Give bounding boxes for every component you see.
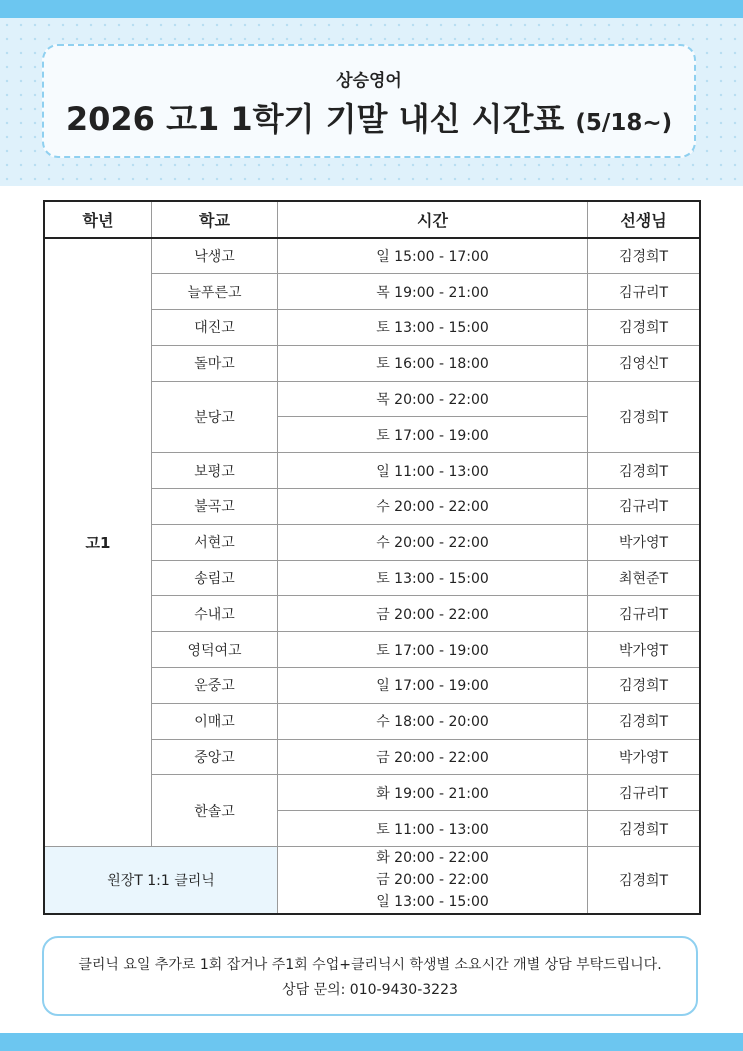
school-cell: 한솔고 (152, 775, 278, 847)
clinic-time: 금 20:00 - 22:00 (376, 872, 489, 889)
schedule-table (44, 201, 700, 914)
bottom-stripe (0, 1033, 743, 1051)
clinic-label: 원장T 1:1 클리닉 (45, 847, 278, 914)
clinic-teacher: 김경희T (588, 847, 700, 914)
clinic-row (45, 847, 700, 914)
school-cell: 송림고 (152, 560, 278, 596)
teacher-cell: 김규리T (588, 489, 700, 525)
page-title (44, 94, 694, 140)
table-header-row (45, 202, 700, 239)
time-cell: 일 17:00 - 19:00 (278, 668, 588, 704)
clinic-time: 화 20:00 - 22:00 (376, 850, 489, 867)
grade-cell: 고1 (45, 238, 152, 847)
school-cell: 서현고 (152, 524, 278, 560)
column-header-teacher: 선생님 (588, 202, 700, 239)
time-cell: 일 15:00 - 17:00 (278, 238, 588, 274)
school-cell: 늘푸른고 (152, 274, 278, 310)
time-cell: 토 13:00 - 15:00 (278, 560, 588, 596)
school-cell: 중앙고 (152, 739, 278, 775)
teacher-cell: 박가영T (588, 739, 700, 775)
time-cell: 수 20:00 - 22:00 (278, 489, 588, 525)
column-header-grade: 학년 (45, 202, 152, 239)
teacher-cell: 김영신T (588, 345, 700, 381)
top-stripe (0, 0, 743, 18)
teacher-cell: 김경희T (588, 381, 700, 453)
clinic-times (278, 847, 588, 914)
teacher-cell: 김경희T (588, 310, 700, 346)
time-cell: 토 11:00 - 13:00 (278, 811, 588, 847)
time-cell: 목 20:00 - 22:00 (278, 381, 588, 417)
time-cell: 토 13:00 - 15:00 (278, 310, 588, 346)
time-cell: 금 20:00 - 22:00 (278, 596, 588, 632)
teacher-cell: 김경희T (588, 668, 700, 704)
teacher-cell: 박가영T (588, 524, 700, 560)
school-cell: 대진고 (152, 310, 278, 346)
time-cell: 목 19:00 - 21:00 (278, 274, 588, 310)
school-cell: 돌마고 (152, 345, 278, 381)
column-header-time: 시간 (278, 202, 588, 239)
notice-text: 클리닉 요일 추가로 1회 잡거나 주1회 수업+클리닉시 학생별 소요시간 개별 상담 부탁드립니다. (78, 957, 662, 973)
teacher-cell: 김경희T (588, 453, 700, 489)
teacher-cell: 김경희T (588, 811, 700, 847)
school-cell: 낙생고 (152, 238, 278, 274)
time-cell: 토 16:00 - 18:00 (278, 345, 588, 381)
teacher-cell: 김경희T (588, 238, 700, 274)
time-cell: 금 20:00 - 22:00 (278, 739, 588, 775)
school-cell: 불곡고 (152, 489, 278, 525)
contact-text: 상담 문의: 010-9430-3223 (282, 982, 458, 998)
teacher-cell: 김규리T (588, 775, 700, 811)
school-cell: 분당고 (152, 381, 278, 453)
school-cell: 이매고 (152, 703, 278, 739)
academy-name: 상승영어 (336, 71, 402, 91)
title-main: 2026 고1 1학기 기말 내신 시간표 (65, 100, 565, 138)
column-header-school: 학교 (152, 202, 278, 239)
time-cell: 일 11:00 - 13:00 (278, 453, 588, 489)
title-card (42, 44, 696, 158)
teacher-cell: 최현준T (588, 560, 700, 596)
school-cell: 보평고 (152, 453, 278, 489)
clinic-time: 일 13:00 - 15:00 (376, 894, 489, 911)
school-cell: 운중고 (152, 668, 278, 704)
time-cell: 토 17:00 - 19:00 (278, 632, 588, 668)
notice-box (42, 936, 698, 1016)
title-date: (5/18~) (575, 110, 673, 136)
teacher-cell: 김규리T (588, 596, 700, 632)
time-cell: 수 18:00 - 20:00 (278, 703, 588, 739)
teacher-cell: 박가영T (588, 632, 700, 668)
time-cell: 토 17:00 - 19:00 (278, 417, 588, 453)
teacher-cell: 김경희T (588, 703, 700, 739)
table-row (45, 238, 700, 274)
time-cell: 화 19:00 - 21:00 (278, 775, 588, 811)
teacher-cell: 김규리T (588, 274, 700, 310)
school-cell: 영덕여고 (152, 632, 278, 668)
time-cell: 수 20:00 - 22:00 (278, 524, 588, 560)
school-cell: 수내고 (152, 596, 278, 632)
